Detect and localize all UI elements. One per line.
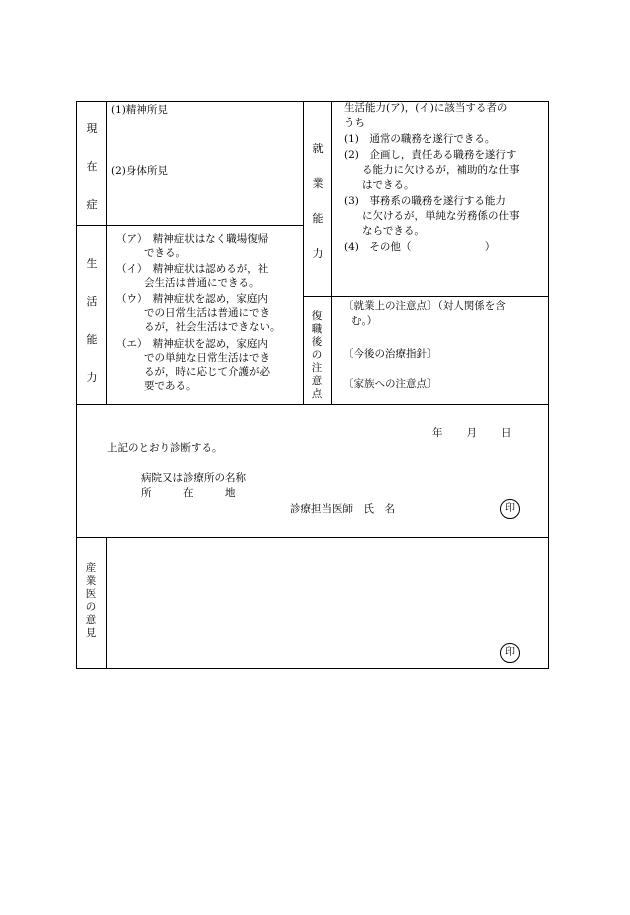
living-option-a-line1: （ア） 精神症状はなく職場復帰	[116, 233, 269, 245]
treatment-plan: 〔今後の治療指針〕	[343, 348, 438, 360]
diagnosis-date: 年 月 日	[432, 427, 513, 439]
living-option-d-line4: 要である。	[144, 380, 197, 392]
family-notes: 〔家族への注意点〕	[343, 378, 438, 390]
row-divider-work	[303, 296, 549, 297]
border-right	[548, 101, 549, 669]
industrial-physician-seal: 印	[500, 643, 520, 663]
living-option-d-line3: るが，時に応じて介護が必	[144, 366, 270, 378]
work-item-1: (1) 通常の職務を遂行できる。	[344, 133, 496, 145]
doctor-name-label: 診療担当医師 氏 名	[290, 503, 395, 515]
col-divider-right-label	[331, 101, 332, 404]
work-item-3-line3: ならできる。	[362, 225, 425, 237]
current-symptoms-label: 現 在 症	[86, 122, 98, 211]
living-option-c-line3: るが，社会生活はできない。	[144, 321, 281, 333]
work-item-3-line2: に欠けるが，単純な労務係の仕事	[362, 210, 520, 222]
border-bottom	[76, 668, 549, 669]
mental-findings: (1)精神所見	[111, 104, 168, 116]
work-item-3-line1: (3) 事務系の職務を遂行する能力	[344, 195, 506, 207]
work-ability-intro-line1: 生活能力(ア)，(イ)に該当する者の	[344, 102, 508, 114]
work-item-4: (4) その他（ ）	[344, 241, 496, 253]
living-option-d-line1: （エ） 精神症状を認め，家庭内	[116, 338, 268, 350]
work-item-2-line3: はできる。	[362, 179, 415, 191]
living-option-c-line2: での日常生活は普通にでき	[144, 307, 270, 319]
hospital-name-label: 病院又は診療所の名称	[141, 472, 246, 484]
address-label: 所 在 地	[141, 487, 236, 499]
work-item-2-line2: る能力に欠けるが，補助的な仕事	[362, 164, 520, 176]
living-option-a-line2: できる。	[144, 247, 186, 259]
work-item-2-line1: (2) 企画し，責任ある職務を遂行す	[344, 149, 517, 161]
col-divider-physician	[106, 537, 107, 668]
living-option-c-line1: （ウ） 精神症状を認め，家庭内	[116, 293, 268, 305]
work-notes-line2: む。）	[351, 315, 378, 327]
work-notes-line1: 〔就業上の注意点〕（対人関係を含	[343, 300, 506, 312]
diagnosis-seal: 印	[500, 499, 520, 519]
living-option-b-line2: 会生活は普通にできる。	[144, 277, 260, 289]
row-divider-diagnosis	[76, 537, 549, 538]
industrial-physician-label: 産業医の意見	[85, 562, 97, 639]
return-notes-label: 復職後の注意点	[311, 310, 323, 400]
work-ability-intro-line2: うち	[344, 117, 365, 129]
living-option-d-line2: での単純な日常生活はでき	[144, 352, 270, 364]
row-divider-main	[76, 404, 549, 405]
physical-findings: (2)身体所見	[111, 165, 168, 177]
work-ability-label: 就 業 能 力	[312, 142, 324, 260]
living-ability-label: 生 活 能 力	[86, 257, 98, 384]
diagnosis-statement: 上記のとおり診断する。	[107, 442, 223, 454]
col-divider-left-label	[106, 101, 107, 404]
col-divider-middle	[303, 101, 304, 404]
row-divider-symptoms	[76, 225, 303, 226]
living-option-b-line1: （イ） 精神症状は認めるが，社	[116, 263, 269, 275]
border-left	[76, 101, 77, 669]
